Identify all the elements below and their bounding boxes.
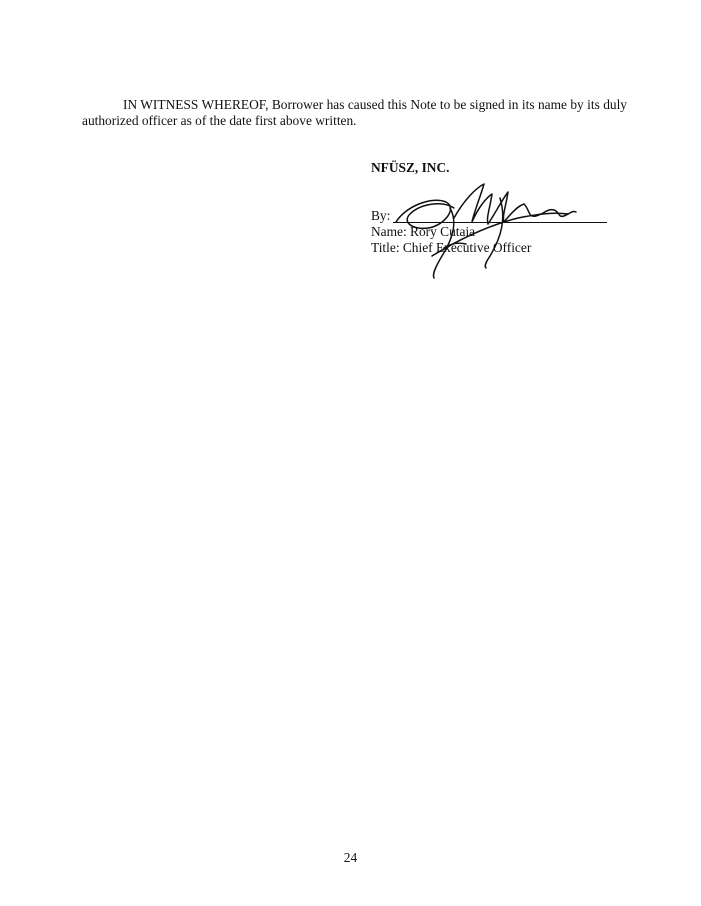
company-name: NFÜSZ, INC. (371, 160, 450, 175)
signer-title: Title: Chief Executive Officer (371, 240, 532, 255)
by-line (371, 208, 611, 224)
signer-name: Name: Rory Cutaia (371, 224, 476, 239)
signature-block (371, 160, 631, 255)
page-number: 24 (343, 850, 358, 865)
signature-rule (393, 222, 607, 223)
witness-paragraph: IN WITNESS WHEREOF, Borrower has caused this Note to be signed in its name by its duly authorized officer as of the date first above written. (82, 97, 627, 128)
by-label: By: (371, 208, 391, 223)
